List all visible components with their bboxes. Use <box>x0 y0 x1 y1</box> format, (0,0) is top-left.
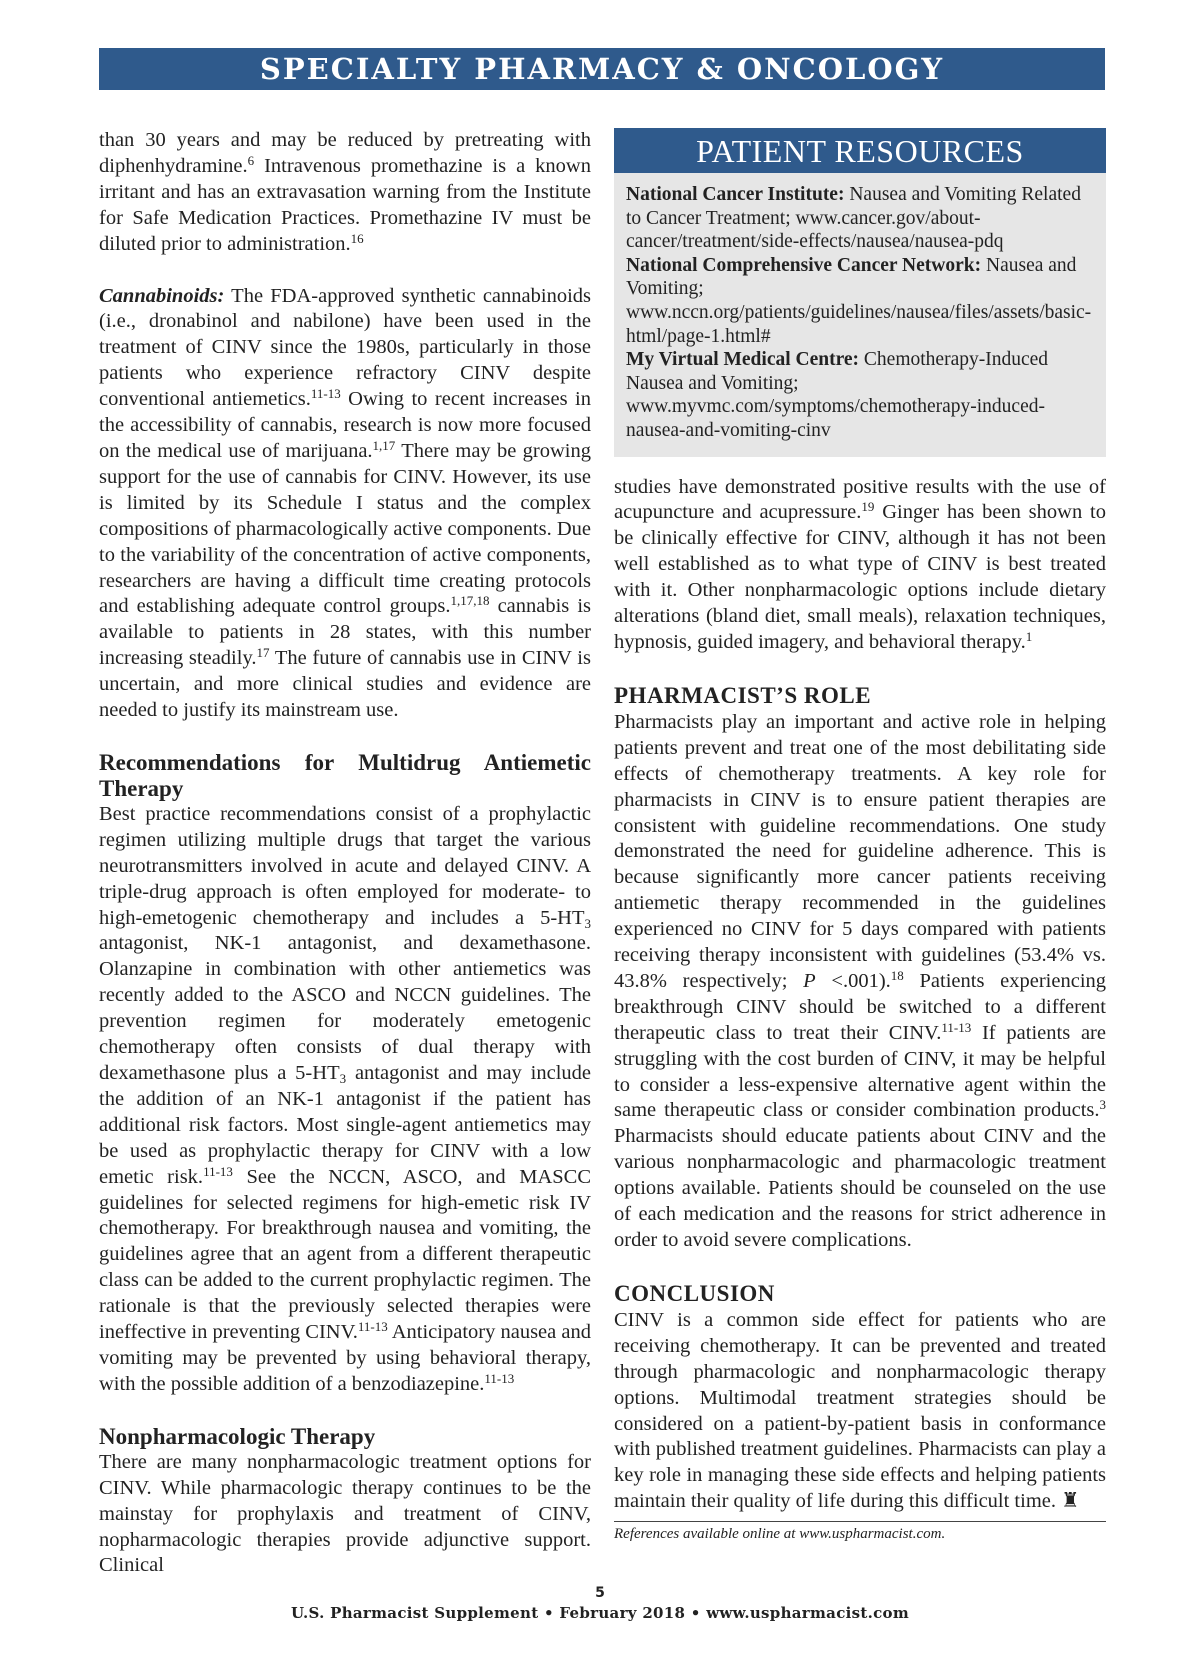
paragraph-nonpharmacologic: There are many nonpharmacologic treatment options for CINV. While pharmacologic therapy continues to be the mainstay for prophylaxis and treatment of CINV, nopharmacologic therapies provide adjunctive support. Clinical <box>99 1450 591 1577</box>
paragraph-conclusion: CINV is a common side effect for patients who are receiving chemotherapy. It can be prevented and treated through pharmacologic and nonpharmacologic therapy options. Multimodal treatment strategies should be considered on a patient-by-patient basis in conformance with published treatment guidelines. Pharmacists can play a key role in managing these side effects and helping patients maintain their quality of life during this difficult time. ♜ <box>614 1308 1106 1513</box>
resource-item: National Comprehensive Cancer Network: Nausea and Vomiting; www.nccn.org/patients/guidelines/nausea/files/assets/basic-html/page-1.html# <box>626 254 1092 347</box>
cannabinoids-lead: Cannabinoids: <box>99 284 225 307</box>
right-column <box>614 128 1106 1544</box>
heading-recommendations: Recommendations for Multidrug Antiemetic Therapy <box>99 749 591 801</box>
heading-pharmacists-role: PHARMACIST’S ROLE <box>614 682 872 708</box>
paragraph-cannabinoids: Cannabinoids: The FDA-approved synthetic cannabinoids (i.e., dronabinol and nabilone) have been used in the treatment of CINV since the 1980s, particularly in those patients who experience refractory CINV despite conventional antiemetics.$^{11-13}$ Owing to recent increases in the accessibility of cannabis, research is now more focused on the medical use of marijuana.$^{1,17}$ There may be growing support for the use of cannabis for CINV. However, its use is limited by its Schedule I status and the complex compositions of pharmacologically active components. Due to the variability of the concentration of active components, researchers are having a difficult time creating protocols and establishing adequate control groups.$^{1,17,18}$ cannabis is available to patients in 28 states, with this number increasing steadily.$^{17}$ The future of cannabis use in CINV is uncertain, and more clinical studies and evidence are needed to justify its mainstream use. <box>99 284 591 722</box>
patient-resources-box <box>614 128 1106 457</box>
paragraph-promethazine: than 30 years and may be reduced by pretreating with diphenhydramine.$^6$ Intravenous promethazine is a known irritant and has an extravasation warning from the Institute for Safe Medication Practices. Promethazine IV must be diluted prior to administration.$^{16}$ <box>99 129 591 255</box>
end-mark-icon: ♜ <box>1061 1490 1080 1513</box>
section-banner: SPECIALTY PHARMACY & ONCOLOGY <box>99 48 1105 90</box>
resource-item: National Cancer Institute: Nausea and Vomiting Related to Cancer Treatment; www.cancer.gov/about-cancer/treatment/side-effects/nausea/nausea-pdq <box>626 184 1081 253</box>
heading-conclusion: CONCLUSION <box>614 1280 775 1306</box>
page-number: 5 <box>595 1585 605 1601</box>
paragraph-recommendations: Best practice recommendations consist of a prophylactic regimen utilizing multiple drugs that target the various neurotransmitters involved in acute and delayed CINV. A triple-drug approach is often employed for moderate- to high-emetogenic chemotherapy and includes a $5-HT_3$ antagonist, NK-1 antagonist, and dexamethasone. Olanzapine in combination with other antiemetics was recently added to the ASCO and NCCN guidelines. The prevention regimen for moderately emetogenic chemotherapy often consists of dual therapy with dexamethasone plus a $5-HT_3$ antagonist and may include the addition of an NK-1 antagonist if the patient has additional risk factors. Most single-agent antiemetics may be used as prophylactic therapy for CINV with a low emetic risk.$^{11-13}$ See the NCCN, ASCO, and MASCC guidelines for selected regimens for high-emetic risk IV chemotherapy. For breakthrough nausea and vomiting, the guidelines agree that an agent from a different therapeutic class can be added to the current prophylactic regimen. The rationale is that the previously selected therapies were ineffective in preventing CINV.$^{11-13}$ Anticipatory nausea and vomiting may be prevented by using behavioral therapy, with the possible addition of a benzodiazepine.$^{11-13}$ <box>99 802 591 1395</box>
paragraph-nonpharm-continued: studies have demonstrated positive results with the use of acupuncture and acupressure.$^{19}$ Ginger has been shown to be clinically effective for CINV, although it has not been well established as to what type of CINV is best treated with it. Other nonpharmacologic options include dietary alterations (bland diet, small meals), relaxation techniques, hypnosis, guided imagery, and behavioral therapy.$^1$ <box>614 475 1106 653</box>
patient-resources-title: PATIENT RESOURCES <box>614 128 1106 173</box>
heading-nonpharmacologic: Nonpharmacologic Therapy <box>99 1423 376 1449</box>
references-note: References available online at www.uspharmacist.com. <box>614 1521 1106 1544</box>
paragraph-pharmacists-role: Pharmacists play an important and active role in helping patients prevent and treat one of the most debilitating side effects of chemotherapy treatments. A key role for pharmacists in CINV is to ensure patient therapies are consistent with guideline recommendations. One study demonstrated the need for guideline adherence. This is because significantly more cancer patients receiving antiemetic therapy recommended in the guidelines experienced no CINV for 5 days compared with patients receiving therapy inconsistent with guidelines (53.4% vs. 43.8% respectively; P <.001).$^{18}$ Patients experiencing breakthrough CINV should be switched to a different therapeutic class to treat their CINV.$^{11-13}$ If patients are struggling with the cost burden of CINV, it may be helpful to consider a less-expensive alternative agent within the same therapeutic class or consider combination products.$^3$ Pharmacists should educate patients about CINV and the various nonpharmacologic and pharmacologic treatment options available. Patients should be counseled on the use of each medication and the reasons for strict adherence in order to avoid severe complications. <box>614 710 1107 1251</box>
resource-item: My Virtual Medical Centre: Chemotherapy-Induced Nausea and Vomiting; www.myvmc.com/symptoms/chemotherapy-induced-nausea-and-vomiting-cinv <box>626 349 1049 441</box>
left-column <box>99 128 591 1579</box>
footer-line: U.S. Pharmacist Supplement • February 2018 • www.uspharmacist.com <box>290 1604 910 1622</box>
